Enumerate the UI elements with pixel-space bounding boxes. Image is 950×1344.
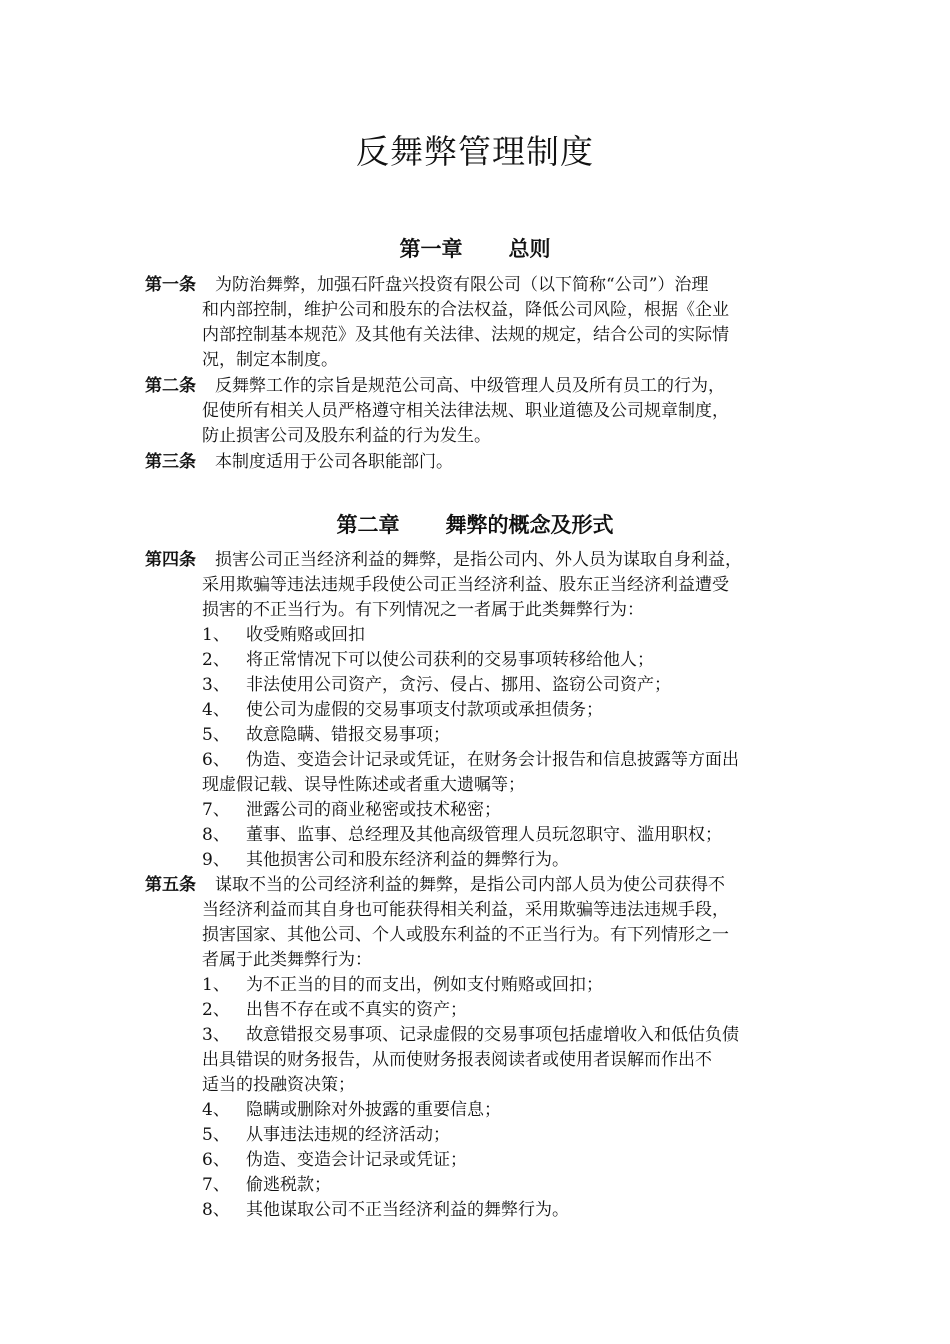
list-item bbox=[145, 1148, 813, 1173]
article-2 bbox=[145, 374, 813, 449]
list-item-text: 泄露公司的商业秘密或技术秘密； bbox=[246, 800, 501, 820]
list-item-number: 8、 bbox=[202, 1200, 230, 1220]
chapter-heading-2 bbox=[0, 510, 950, 540]
article-label: 第五条 bbox=[145, 875, 196, 895]
article-text-line: 本制度适用于公司各职能部门。 bbox=[215, 452, 453, 472]
article-1 bbox=[145, 273, 813, 373]
article-label: 第四条 bbox=[145, 550, 196, 570]
list-item bbox=[145, 723, 813, 748]
list-item-text: 将正常情况下可以使公司获利的交易事项转移给他人； bbox=[246, 650, 654, 670]
list-item-continuation: 出具错误的财务报告，从而使财务报表阅读者或使用者误解而作出不 bbox=[202, 1050, 712, 1070]
article-text-line: 反舞弊工作的宗旨是规范公司高、中级管理人员及所有员工的行为， bbox=[215, 376, 725, 396]
list-item bbox=[145, 748, 813, 773]
list-item bbox=[145, 1123, 813, 1148]
list-item-text: 故意隐瞒、错报交易事项； bbox=[246, 725, 450, 745]
list-item-number: 4、 bbox=[202, 1100, 230, 1120]
list-item bbox=[145, 1023, 813, 1048]
list-item-text: 收受贿赂或回扣 bbox=[246, 625, 365, 645]
list-item-number: 7、 bbox=[202, 800, 230, 820]
list-item-text: 故意错报交易事项、记录虚假的交易事项包括虚增收入和低估负债 bbox=[246, 1025, 739, 1045]
chapter-number: 第二章 bbox=[336, 512, 400, 537]
list-item-number: 6、 bbox=[202, 750, 230, 770]
list-item-text: 使公司为虚假的交易事项支付款项或承担债务； bbox=[246, 700, 603, 720]
list-item bbox=[145, 998, 813, 1023]
article-text-line: 为防治舞弊，加强石阡盘兴投资有限公司（以下简称“公司”）治理 bbox=[215, 275, 709, 295]
list-item bbox=[145, 673, 813, 698]
list-item-text: 偷逃税款； bbox=[246, 1175, 331, 1195]
list-item-text: 从事违法违规的经济活动； bbox=[246, 1125, 450, 1145]
list-item-text: 出售不存在或不真实的资产； bbox=[246, 1000, 467, 1020]
list-item bbox=[145, 823, 813, 848]
chapter-name: 舞弊的概念及形式 bbox=[445, 512, 614, 537]
list-item bbox=[145, 798, 813, 823]
list-item-text: 董事、监事、总经理及其他高级管理人员玩忽职守、滥用职权； bbox=[246, 825, 722, 845]
article-text-line: 促使所有相关人员严格遵守相关法律法规、职业道德及公司规章制度， bbox=[202, 401, 729, 421]
list-item bbox=[145, 973, 813, 998]
chapter-number: 第一章 bbox=[399, 236, 463, 261]
article-text-line: 内部控制基本规范》及其他有关法律、法规的规定，结合公司的实际情 bbox=[202, 325, 729, 345]
list-item-number: 3、 bbox=[202, 1025, 230, 1045]
list-item-number: 9、 bbox=[202, 850, 230, 870]
article-text-line: 损害的不正当行为。有下列情况之一者属于此类舞弊行为： bbox=[202, 600, 644, 620]
list-item bbox=[145, 848, 813, 873]
list-item-text: 伪造、变造会计记录或凭证，在财务会计报告和信息披露等方面出 bbox=[246, 750, 739, 770]
list-item-number: 5、 bbox=[202, 725, 230, 745]
list-item bbox=[145, 1173, 813, 1198]
list-item-number: 8、 bbox=[202, 825, 230, 845]
chapter-heading-1 bbox=[0, 234, 950, 264]
list-item-text: 其他损害公司和股东经济利益的舞弊行为。 bbox=[246, 850, 569, 870]
list-item-number: 5、 bbox=[202, 1125, 230, 1145]
list-item-number: 6、 bbox=[202, 1150, 230, 1170]
article-label: 第二条 bbox=[145, 376, 196, 396]
article-5 bbox=[145, 873, 813, 1223]
list-item bbox=[145, 1198, 813, 1223]
list-item-text: 非法使用公司资产，贪污、侵占、挪用、盗窃公司资产； bbox=[246, 675, 671, 695]
list-item-text: 为不正当的目的而支出，例如支付贿赂或回扣； bbox=[246, 975, 603, 995]
list-item-text: 伪造、变造会计记录或凭证； bbox=[246, 1150, 467, 1170]
list-item bbox=[145, 623, 813, 648]
article-text-line: 损害国家、其他公司、个人或股东利益的不正当行为。有下列情形之一 bbox=[202, 925, 729, 945]
article-text-line: 和内部控制，维护公司和股东的合法权益，降低公司风险，根据《企业 bbox=[202, 300, 729, 320]
article-4 bbox=[145, 548, 813, 873]
article-label: 第三条 bbox=[145, 452, 196, 472]
document-title: 反舞弊管理制度 bbox=[356, 132, 594, 171]
chapter-name: 总则 bbox=[508, 236, 551, 261]
list-item bbox=[145, 648, 813, 673]
list-item-text: 其他谋取公司不正当经济利益的舞弊行为。 bbox=[246, 1200, 569, 1220]
list-item-number: 7、 bbox=[202, 1175, 230, 1195]
article-text-line: 损害公司正当经济利益的舞弊，是指公司内、外人员为谋取自身利益， bbox=[215, 550, 742, 570]
list-item-number: 3、 bbox=[202, 675, 230, 695]
article-3 bbox=[145, 450, 813, 475]
list-item-number: 1、 bbox=[202, 975, 230, 995]
article-text-line: 况，制定本制度。 bbox=[202, 350, 338, 370]
list-item-text: 隐瞒或删除对外披露的重要信息； bbox=[246, 1100, 501, 1120]
list-item-number: 4、 bbox=[202, 700, 230, 720]
list-item-continuation: 适当的投融资决策； bbox=[202, 1075, 355, 1095]
article-text-line: 采用欺骗等违法违规手段使公司正当经济利益、股东正当经济利益遭受 bbox=[202, 575, 729, 595]
article-label: 第一条 bbox=[145, 275, 196, 295]
list-item-continuation: 现虚假记载、误导性陈述或者重大遗嘱等； bbox=[202, 775, 525, 795]
list-item bbox=[145, 1098, 813, 1123]
article-text-line: 防止损害公司及股东利益的行为发生。 bbox=[202, 426, 491, 446]
article-text-line: 谋取不当的公司经济利益的舞弊，是指公司内部人员为使公司获得不 bbox=[215, 875, 725, 895]
list-item-number: 1、 bbox=[202, 625, 230, 645]
article-text-line: 者属于此类舞弊行为： bbox=[202, 950, 372, 970]
list-item-number: 2、 bbox=[202, 1000, 230, 1020]
article-text-line: 当经济利益而其自身也可能获得相关利益，采用欺骗等违法违规手段， bbox=[202, 900, 729, 920]
list-item bbox=[145, 698, 813, 723]
list-item-number: 2、 bbox=[202, 650, 230, 670]
